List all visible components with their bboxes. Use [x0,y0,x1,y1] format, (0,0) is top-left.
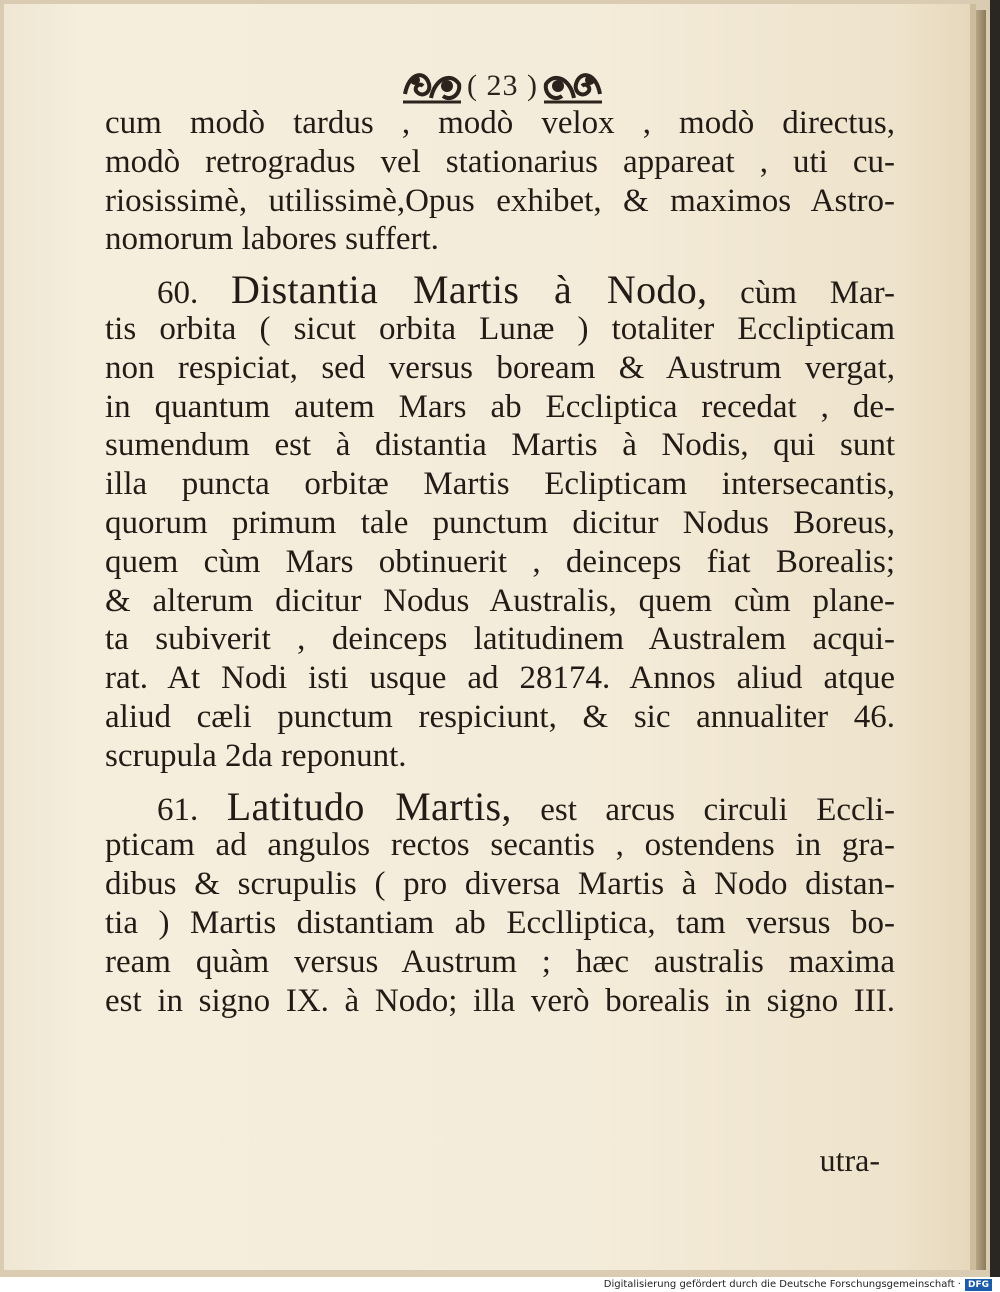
paragraph-lemma: Distantia Martis à Nodo, [231,271,708,310]
text-line: quorum primum tale punctum dicitur Nodus Boreus, [105,504,895,541]
text-line: tis orbita ( sicut orbita Lunæ ) totaliter Ecclipticam [105,310,895,347]
text-fragment: est arcus circuli Eccli- [540,791,895,827]
text-line: non respiciat, sed versus boream & Austrum vergat, [105,349,895,386]
text-line: dibus & scrupulis ( pro diversa Martis à Nodo distan- [105,866,895,903]
right-ornament-icon [542,64,604,108]
text-line: cum modò tardus , modò velox , modò directus, [105,105,895,141]
page-edge [976,10,986,1270]
text-line: aliud cæli punctum respiciunt, & sic annualiter 46. [105,698,895,735]
text-fragment: cùm Mar- [740,275,895,310]
left-ornament-icon [401,64,463,108]
paragraph-number: 60. [157,275,199,310]
paragraph-gap [105,259,895,271]
text-line: ta subiverit , deinceps latitudinem Australem acqui- [105,621,895,658]
footer-credit: Digitalisierung gefördert durch die Deutsche Forschungsgemeinschaft · [603,1279,961,1290]
text-line: & alterum dicitur Nodus Australis, quem cùm plane- [105,582,895,619]
text-line: est in signo IX. à Nodo; illa verò borealis in signo III. [105,982,895,1019]
text-line: sumendum est à distantia Martis à Nodis, qui sunt [105,427,895,464]
paragraph-61-first-line [105,788,895,827]
text-line: pticam ad angulos rectos secantis , ostendens in gra- [105,827,895,864]
paragraph-gap [105,776,895,788]
paragraph-lemma: Latitudo Martis, [226,787,512,827]
text-line: ream quàm versus Austrum ; hæc australis maxima [105,943,895,980]
page-body [105,104,895,1020]
text-line: modò retrogradus vel stationarius appareat , uti cu- [105,143,895,180]
dfg-logo: DFG [965,1279,992,1291]
text-line: scrupula 2da reponunt. [105,737,407,774]
paragraph-number: 61. [157,791,199,827]
text-line: quem cùm Mars obtinuerit , deinceps fiat Borealis; [105,543,895,580]
text-line: in quantum autem Mars ab Eccliptica recedat , de- [105,388,895,425]
page-number: ( 23 ) [467,69,538,102]
digitization-footer [0,1277,1000,1292]
text-line: tia ) Martis distantiam ab Ecclliptica, tam versus bo- [105,904,895,941]
paragraph-60-first-line [105,271,895,310]
text-line: illa puncta orbitæ Martis Eclipticam intersecantis, [105,466,895,503]
text-line: rat. At Nodi isti usque ad 28174. Annos aliud atque [105,660,895,697]
text-line: riosissimè, utilissimè,Opus exhibet, & maximos Astro- [105,182,895,219]
catchword: utra- [819,1142,880,1178]
text-line: nomorum labores suffert. [105,221,439,258]
